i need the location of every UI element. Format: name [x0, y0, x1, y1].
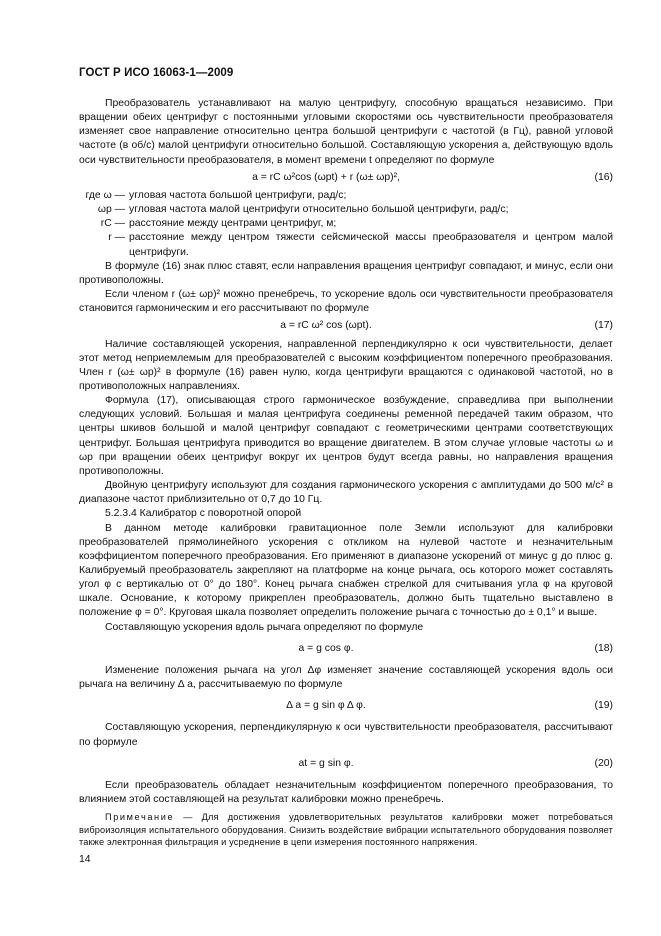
paragraph: Наличие составляющей ускорения, направленной перпендикулярно к оси чувствительности, делает этот метод неприемлемым для преобразователей с высоким коэффициентом поперечного преобразования. Член r (ω± ωp)² в формуле (16) равен нулю, когда центрифуги вращаются с одинаковой частотой, но в противоположных направлениях. [79, 338, 613, 392]
formula-number: (18) [594, 642, 613, 654]
formula-18 [79, 642, 613, 656]
standard-header: ГОСТ Р ИСО 16063-1—2009 [79, 67, 234, 79]
paragraph: Преобразователь устанавливают на малую центрифугу, способную вращаться независимо. При вращении обеих центрифуг с постоянными угловыми скоростями ось чувствительности преобразователя изменяет свое направление относительно центра большой центрифуги с частотой (в Гц), равной угловой частоте (в об/с) малой центрифуги относительно большой. Составляющую ускорения a, действующую вдоль оси чувствительности преобразователя, в момент времени t определяют по формуле [79, 98, 613, 166]
definition-text: расстояние между центрами центрифуг, м; [129, 218, 337, 230]
definition-symbol: ωp — [97, 204, 125, 216]
definition-item [79, 217, 613, 231]
definition-symbol: rC — [100, 218, 125, 230]
note [79, 811, 613, 849]
formula-number: (16) [594, 171, 613, 183]
symbol-definitions [79, 189, 613, 260]
formula-expression: Δ a = g sin φ Δ φ. [286, 700, 366, 712]
definition-item [79, 231, 613, 259]
paragraph: В формуле (16) знак плюс ставят, если направления вращения центрифуг совпадают, и минус, если они противоположны. [79, 260, 613, 286]
definition-item [79, 189, 613, 203]
formula-16 [79, 171, 613, 185]
formula-19 [79, 699, 613, 713]
formula-expression: a = g cos φ. [298, 642, 354, 654]
note-text: — Для достижения удовлетворительных результатов калибровки может потребоваться виброизоляция испытательного оборудования. Снизить воздействие вибрации испытательного оборудования позволяет также электронная фильтрация и усреднение в цепи измерения постоянного напряжения. [79, 812, 613, 848]
paragraph: Составляющую ускорения вдоль рычага определяют по формуле [105, 621, 424, 633]
section-heading: 5.2.3.4 Калибратор с поворотной опорой [105, 508, 302, 520]
definition-item [79, 203, 613, 217]
definition-symbol: где ω — [85, 189, 125, 201]
paragraph: Двойную центрифугу используют для создания гармонического ускорения с амплитудами до 500 м/с² в диапазоне частот приблизительно от 0,7 до 10 Гц. [79, 480, 613, 506]
paragraph: Если преобразователь обладает незначительным коэффициентом поперечного преобразования, то влиянием этой составляющей на результат калибровки можно пренебречь. [79, 779, 613, 806]
definition-text: угловая частота малой центрифуги относительно большой центрифуги, рад/с; [129, 204, 509, 216]
paragraph: Если членом r (ω± ωp)² можно пренебречь, то ускорение вдоль оси чувствительности преобразователя становится гармоническим и его рассчитывают по формуле [79, 289, 613, 315]
definition-text: угловая частота большой центрифуги, рад/с; [129, 189, 347, 201]
paragraph: В данном методе калибровки гравитационное поле Земли используют для калибровки преобразователей прямолинейного ускорения с откликом на нулевой частоте и незначительным коэффициентом поперечного преобразования. Его применяют в диапазоне ускорений от минус g до плюс g. Калибруемый преобразователь закрепляют на платформе на конце рычага, ось которого может составлять угол φ с вертикалью от 0° до 180°. Конец рычага снабжен стрелкой для считывания угла φ на круговой шкале. Основание, к которому прикреплен преобразователь, должно быть тщательно выставлено в положение φ = 0°. Круговая шкала позволяет определить положение рычага с точностью до ± 0,1° и выше. [79, 522, 613, 619]
formula-expression: at = g sin φ. [298, 757, 354, 769]
formula-expression: a = rC ω²cos (ωpt) + r (ω± ωp)², [252, 171, 400, 183]
definition-symbol: r — [108, 232, 125, 244]
note-label: Примечание [105, 812, 175, 823]
formula-number: (20) [594, 757, 613, 769]
definition-text: расстояние между центром тяжести сейсмической массы преобразователя и центром малой центрифуги. [129, 232, 613, 258]
body-text [79, 97, 613, 849]
formula-expression: a = rC ω² cos (ωpt). [280, 320, 372, 332]
formula-20 [79, 757, 613, 771]
formula-number: (19) [594, 700, 613, 712]
formula-number: (17) [594, 320, 613, 332]
page-number: 14 [79, 854, 91, 865]
paragraph: Изменение положения рычага на угол Δφ изменяет значение составляющей ускорения вдоль оси рычага на величину Δ a, рассчитываемую по формуле [79, 664, 613, 691]
paragraph: Формула (17), описывающая строго гармоническое возбуждение, справедлива при выполнении следующих условий. Большая и малая центрифуга соединены ременной передачей таким образом, что центры шкивов большой и малой центрифуг совпадают с геометрическими центрами соответствующих центрифуг. Большая центрифуга приводится во вращение двигателем. В этом случае угловые частоты ω и ωp при вращении обеих центрифуг вокруг их центров будут всегда равны, но направления вращения противоположны. [79, 395, 613, 477]
formula-17 [79, 319, 613, 333]
paragraph: Составляющую ускорения, перпендикулярную к оси чувствительности преобразователя, рассчитывают по формуле [79, 722, 613, 748]
